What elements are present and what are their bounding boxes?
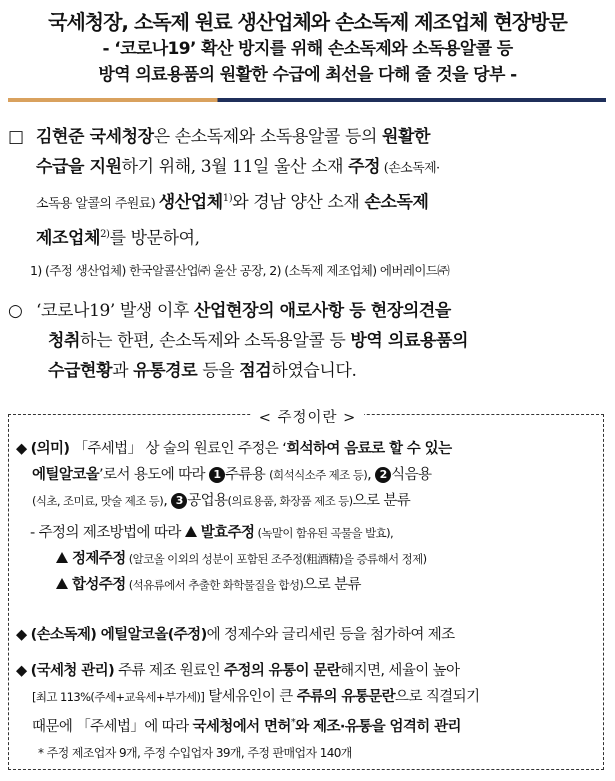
- paragraph-1: [8, 122, 608, 253]
- paragraph-1-line-3: [8, 184, 608, 220]
- paragraph-2: [8, 296, 608, 386]
- footnote: 1) (주정 생산업체) 한국알콜산업㈜ 울산 공장, 2) (소독제 제조업체) 에버레이드㈜: [30, 263, 450, 278]
- small-text: (식초, 조미료, 맛술 제조 등): [32, 494, 164, 508]
- bold-text: 와 제조·유통을 엄격히 관리: [295, 718, 461, 735]
- bold-text: 국세청에서 면허: [192, 718, 291, 735]
- bold-text: 수급현황: [48, 361, 113, 381]
- bold-text: 원활한: [382, 127, 431, 147]
- info-item-nts-note: * 주정 제조업자 9개, 주정 수입업자 39개, 주정 판매업자 140개: [38, 745, 352, 760]
- number-1-icon: 1: [209, 467, 225, 483]
- text: 등을: [197, 361, 240, 381]
- text: - 주정의 제조방법에 따라: [30, 525, 185, 541]
- triangle-bullet-icon: [56, 578, 68, 589]
- info-item-methods-line-1: [16, 520, 600, 546]
- text: 하였습니다.: [271, 361, 357, 381]
- bold-text: (의미): [30, 441, 70, 457]
- bold-text: 김현준 국세청장: [36, 127, 154, 147]
- info-item-meaning-line-3: [16, 488, 600, 514]
- info-item-methods-line-3: [16, 572, 600, 598]
- info-item-sanitizer-line-1: [16, 622, 600, 648]
- bold-text: 손소독제: [364, 192, 429, 213]
- info-item-meaning: [16, 436, 600, 514]
- text: ,: [163, 493, 172, 509]
- small-text: [최고 113%(주세+교육세+부가세)]: [32, 690, 205, 704]
- text: 「주세법」 상 술의 원료인 주정은 ‘: [69, 441, 287, 457]
- triangle-bullet-icon: [185, 526, 197, 537]
- small-text: (의료용품, 화장품 제조 등): [227, 494, 353, 508]
- small-text: (알코올 이외의 성분이 포함된 조주정(粗酒精)을 증류해서 정제): [125, 552, 427, 566]
- bold-text: (손소독제) 에틸알코올(주정): [30, 627, 207, 643]
- asterisk-ref: *: [290, 717, 296, 728]
- bold-text: 점검: [239, 361, 272, 381]
- small-text: (희석식소주 제조 등): [269, 468, 368, 482]
- square-bullet-icon: □: [8, 127, 24, 147]
- small-text: 소독용 알콜의 주원료): [36, 196, 159, 212]
- small-text: (석유류에서 추출한 화학물질을 합성): [125, 578, 304, 592]
- paragraph-2-line-1: [8, 296, 608, 326]
- text: 은 손소독제와 소독용알콜 등의: [153, 127, 382, 147]
- title-block: [0, 0, 615, 88]
- paragraph-1-line-1: [8, 122, 608, 152]
- bold-text: 산업현장의 애로사항 등 현장의견을: [194, 301, 451, 321]
- paragraph-1-line-2: [8, 152, 608, 184]
- bold-text: 수급을 지원: [36, 157, 122, 177]
- title-underline-bar: [8, 98, 606, 102]
- circle-bullet-icon: ○: [8, 301, 23, 321]
- info-item-methods-line-2: [16, 546, 600, 572]
- bold-text: (국세청 관리): [30, 663, 115, 679]
- text: 공업용: [187, 493, 228, 509]
- info-item-meaning-line-2: [16, 462, 600, 488]
- info-item-nts-line-3: [16, 710, 600, 740]
- bold-text: 제조업체: [36, 228, 101, 249]
- text: 를 방문하여,: [109, 228, 200, 249]
- bold-text: 주정의 유통이 문란: [224, 663, 341, 679]
- info-item-nts-management: [16, 658, 600, 766]
- bold-text: 발효주정: [200, 525, 255, 541]
- text: 와 경남 양산 소재: [232, 192, 365, 213]
- bold-text: 청취: [48, 331, 81, 351]
- text: 때문에 「주세법」에 따라: [32, 718, 193, 735]
- footnote-ref: 1): [222, 193, 233, 204]
- text: ‘코로나19’ 발생 이후: [36, 301, 195, 321]
- number-2-icon: 2: [375, 467, 391, 483]
- text: 주류 제조 원료인: [114, 663, 225, 679]
- small-text: (녹말이 함유된 곡물을 발효),: [254, 526, 394, 540]
- bold-text: 정제주정: [72, 551, 126, 567]
- text: 탈세유인이 큰: [204, 689, 297, 705]
- paragraph-2-line-3: [8, 356, 608, 386]
- info-box-title: [0, 406, 615, 427]
- text: 하기 위해, 3월 11일 울산 소재: [121, 157, 349, 177]
- text: 해지면, 세율이 높아: [340, 663, 460, 679]
- text: 하는 한편, 손소독제와 소독용알콜 등: [80, 331, 351, 351]
- bold-text: 합성주정: [72, 577, 126, 593]
- diamond-bullet-icon: ◆: [16, 627, 27, 643]
- bold-text: 생산업체: [158, 192, 223, 213]
- bold-text: 방역 의료용품의: [350, 331, 469, 351]
- page-title: 국세청장, 소독제 원료 생산업체와 손소독제 제조업체 현장방문: [48, 10, 567, 34]
- text: 으로 분류: [352, 493, 411, 509]
- text: ,: [367, 467, 376, 483]
- text: 으로 분류: [303, 577, 361, 593]
- info-item-meaning-line-1: [16, 436, 600, 462]
- text: ’로서 용도에 따라: [99, 467, 209, 483]
- subtitle-line-1: - ‘코로나19’ 확산 방지를 위해 손소독제와 소독용알콜 등: [102, 39, 513, 59]
- paragraph-2-line-2: [8, 326, 608, 356]
- text: 으로 직결되기: [395, 689, 480, 705]
- text: 주류용: [224, 467, 270, 483]
- bold-text: 주류의 유통문란: [296, 689, 396, 705]
- number-3-icon: 3: [171, 493, 187, 509]
- subtitle-line-2: 방역 의료용품의 원활한 수급에 최선을 다해 줄 것을 당부 -: [98, 65, 517, 85]
- bold-text: 에틸알코올: [32, 467, 100, 483]
- text: 에 정제수와 글리세린 등을 첨가하여 제조: [206, 627, 455, 643]
- small-text: (손소독제·: [380, 161, 440, 176]
- paragraph-1-line-4: [8, 220, 608, 254]
- bold-text: 희석하여 음료로 할 수 있는: [286, 441, 452, 457]
- info-item-nts-line-1: [16, 658, 600, 684]
- bold-text: 주정: [348, 157, 381, 177]
- text: 식음용: [391, 467, 432, 483]
- bold-text: 유통경로: [133, 361, 198, 381]
- info-item-nts-line-2: [16, 684, 600, 710]
- diamond-bullet-icon: ◆: [16, 663, 27, 679]
- footnote-ref: 2): [100, 228, 110, 240]
- info-box-title-text: < 주정이란 >: [251, 410, 365, 426]
- info-item-sanitizer: [16, 622, 600, 648]
- diamond-bullet-icon: ◆: [16, 441, 27, 457]
- triangle-bullet-icon: [56, 552, 68, 563]
- info-item-methods: [16, 520, 600, 598]
- text: 과: [112, 361, 134, 381]
